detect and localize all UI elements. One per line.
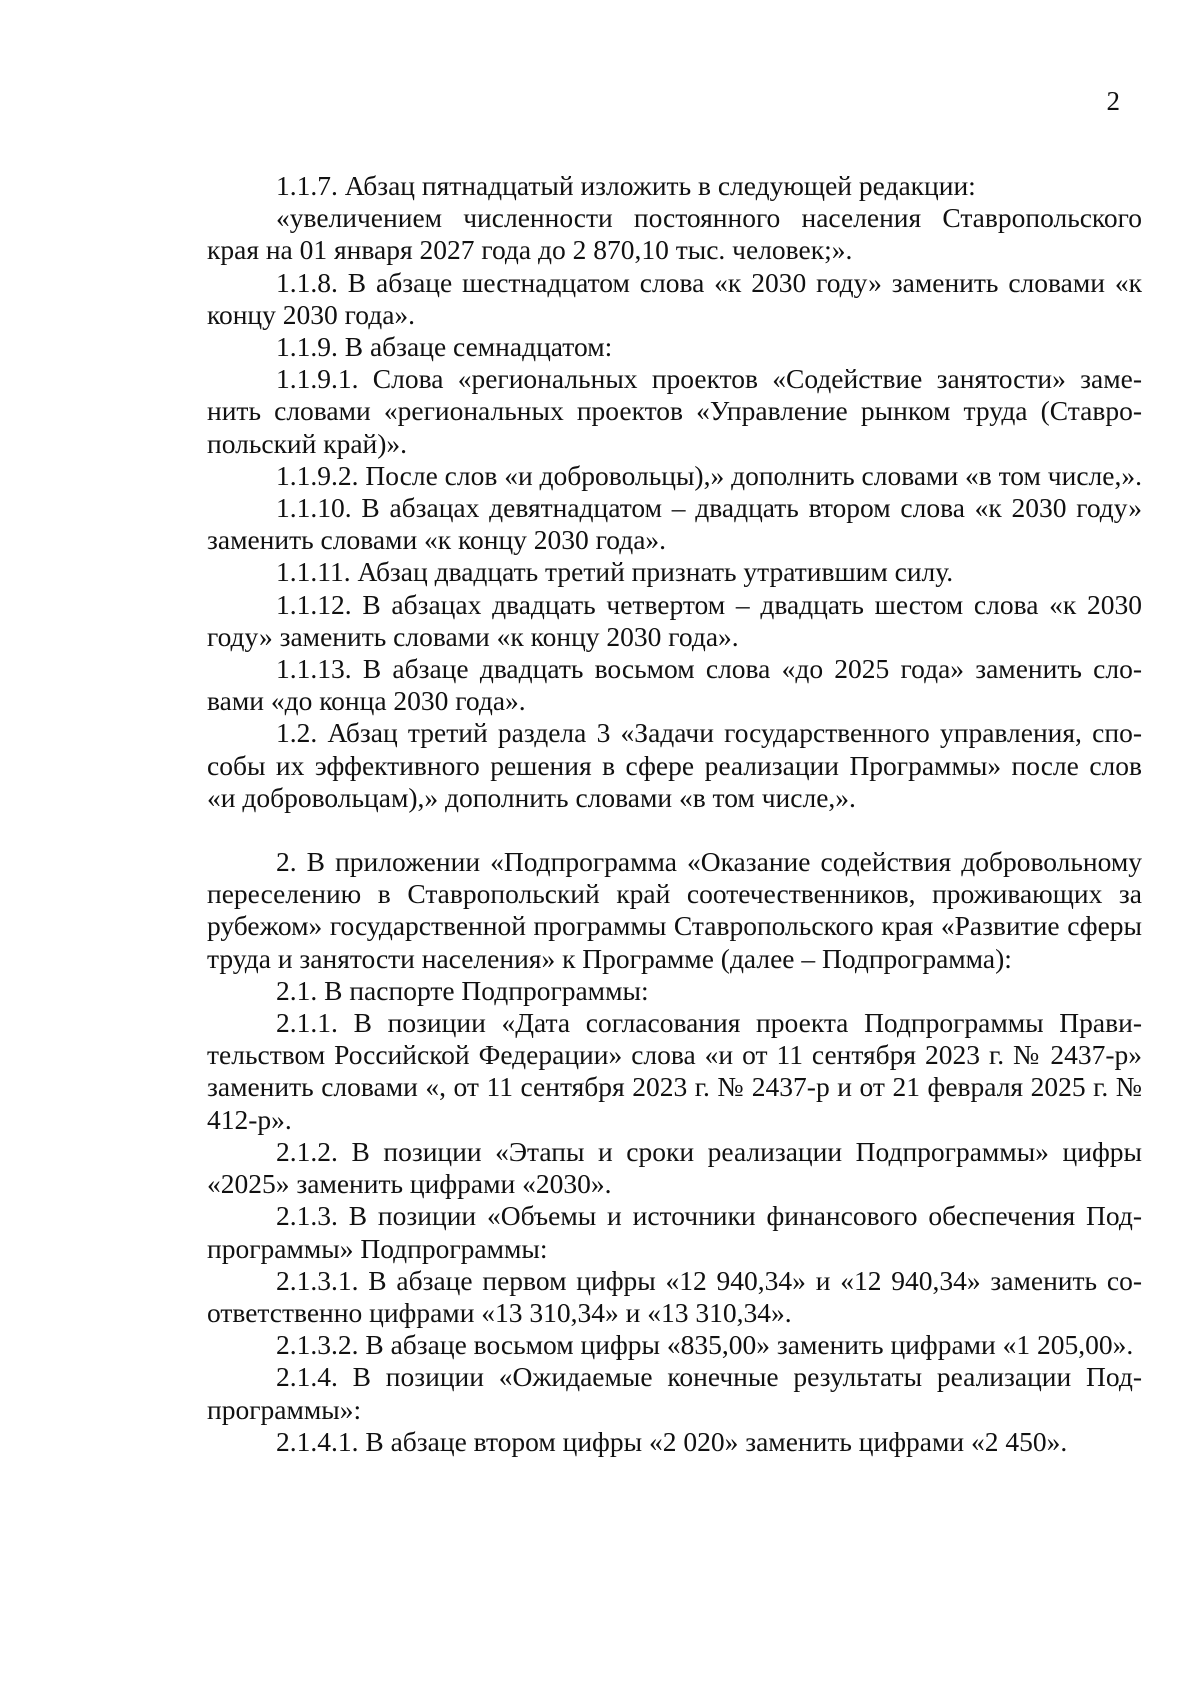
paragraph-1-1-7: 1.1.7. Абзац пятнадцатый изложить в следующей редакции: [276,170,976,201]
paragraph-1-1-13: 1.1.13. В абзаце двадцать восьмом слова «до 2025 года» заменить словами «до конца 2030 года». [207,653,1142,717]
paragraph-1-1-9-1: 1.1.9.1. Слова «региональных проектов «Содействие занятости» заменить словами «региональных проектов «Управление рынком труда (Ставропольский край)». [207,363,1142,459]
paragraph-2-1-3: 2.1.3. В позиции «Объемы и источники финансового обеспечения Подпрограммы» Подпрограммы: [207,1200,1142,1264]
paragraph-1-1-10: 1.1.10. В абзацах девятнадцатом – двадцать втором слова «к 2030 году» заменить словами «к концу 2030 года». [207,492,1142,556]
paragraph-2-1-3-2: 2.1.3.2. В абзаце восьмом цифры «835,00» заменить цифрами «1 205,00». [276,1329,1134,1361]
page-number: 2 [1106,86,1120,116]
paragraph-2-1-3-1: 2.1.3.1. В абзаце первом цифры «12 940,34» и «12 940,34» заменить соответственно цифрами «13 310,34» и «13 310,34». [207,1264,1142,1328]
paragraph-2-1-4: 2.1.4. В позиции «Ожидаемые конечные результаты реализации Подпрограммы»: [207,1361,1142,1425]
paragraph-1-1-12: 1.1.12. В абзацах двадцать четвертом – двадцать шестом слова «к 2030 году» заменить словами «к концу 2030 года». [207,588,1142,652]
document-body [207,170,1142,1458]
paragraph-1-1-7-text: «увеличением численности постоянного населения Ставропольского края на 01 января 2027 года до 2 870,10 тыс. человек;». [207,202,1142,266]
paragraph-2: 2. В приложении «Подпрограмма «Оказание содействия добровольному переселению в Ставропольский край соотечественников, проживающих за рубежом» государственной программы Ставропольского края «Развитие сферы труда и занятости населения» к Программе (далее – Подпрограмма): [207,846,1142,974]
paragraph-1-1-11: 1.1.11. Абзац двадцать третий признать утратившим силу. [276,556,954,588]
paragraph-1-1-9: 1.1.9. В абзаце семнадцатом: [276,331,613,363]
paragraph-1-1-9-2: 1.1.9.2. После слов «и добровольцы),» дополнить словами «в том числе,». [276,459,1142,491]
paragraph-2-1-4-1: 2.1.4.1. В абзаце втором цифры «2 020» заменить цифрами «2 450». [276,1425,1068,1457]
paragraph-1-2: 1.2. Абзац третий раздела 3 «Задачи государственного управления, способы их эффективного решения в сфере реализации Программы» после слов «и добровольцам),» дополнить словами «в том числе,». [207,717,1142,813]
paragraph-1-1-8: 1.1.8. В абзаце шестнадцатом слова «к 2030 году» заменить словами «к концу 2030 года». [207,266,1142,330]
paragraph-2-1-1: 2.1.1. В позиции «Дата согласования проекта Подпрограммы Правительством Российской Федерации» слова «и от 11 сентября 2023 г. № 2437-р» заменить словами «, от 11 сентября 2023 г. № 2437-р и от 21 февраля 2025 г. № 412-р». [207,1007,1142,1135]
paragraph-2-1-2: 2.1.2. В позиции «Этапы и сроки реализации Подпрограммы» цифры «2025» заменить цифрами «2030». [207,1135,1142,1200]
paragraph-2-1: 2.1. В паспорте Подпрограммы: [276,974,649,1006]
